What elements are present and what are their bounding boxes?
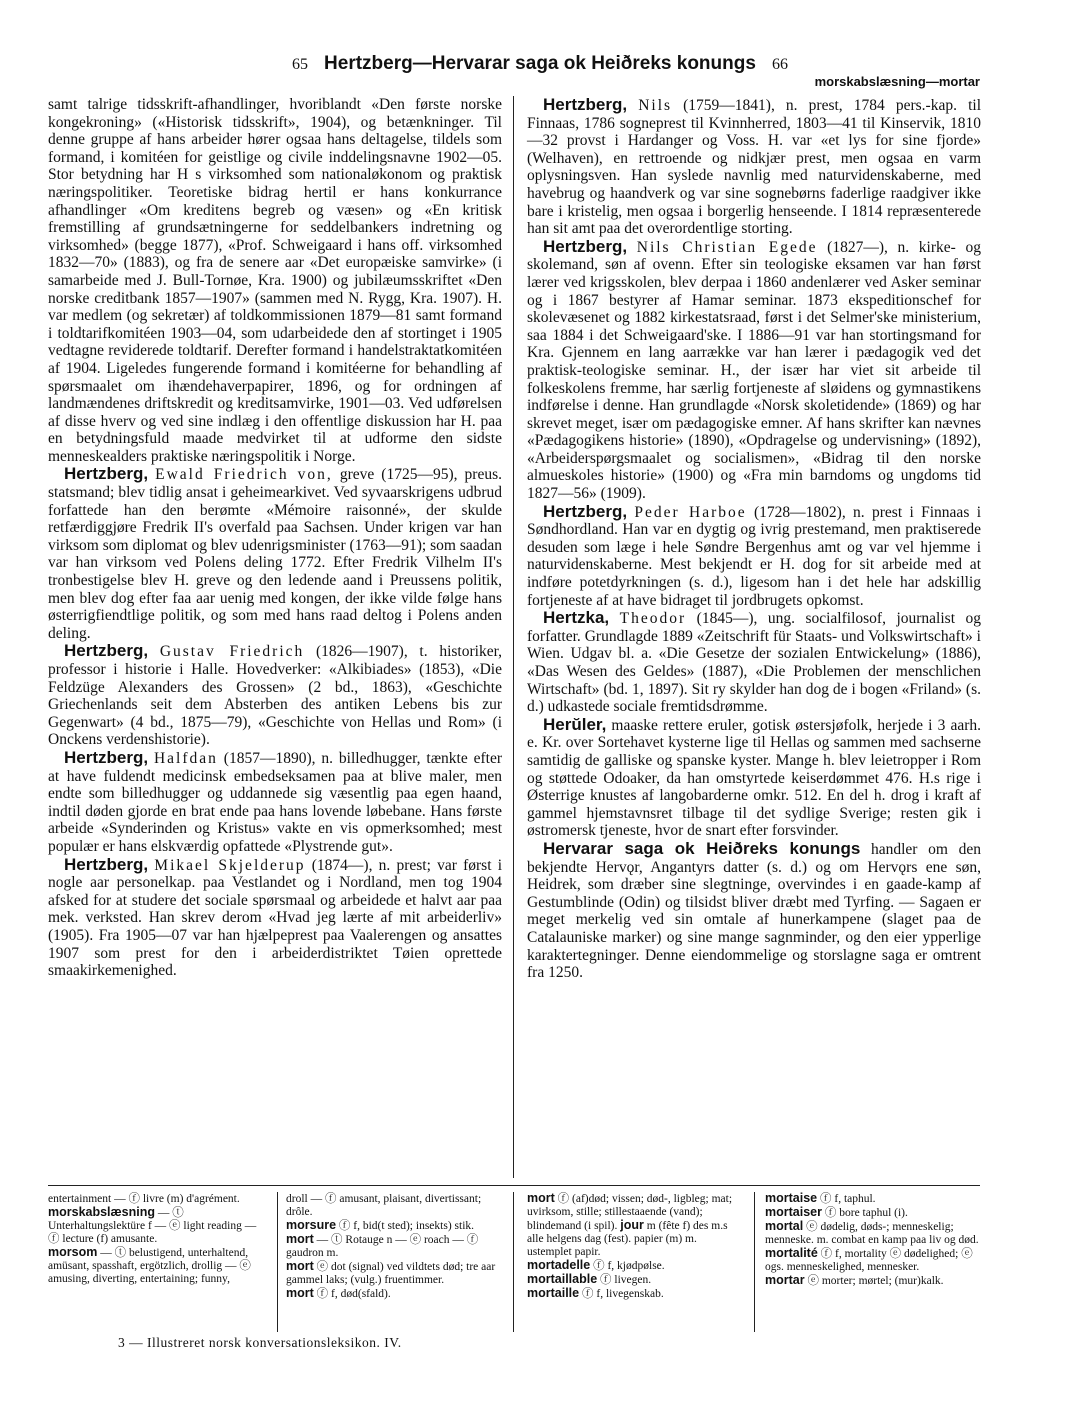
dictionary-guide-words: morskabslæsning—mortar <box>814 74 980 89</box>
dict-entry: morskabslæsning — ⓣ Unterhaltungslektüre f — ⓔ light reading — ⓕ lecture (f) amusante. <box>48 1205 257 1245</box>
entry: Hertzberg, Halfdan (1857—1890), n. billedhugger, tænkte efter at have fuldendt medicinsk embedseksamen paa at blive maler, men endte som billedhugger og uddannede sig væsentlig paa egen haand, indtil døden gjorde en brat ende paa hans lovende løbebane. Hans første arbeide «Synderinden og Kristus» vakte en vis opmerksomhed; mest populær er hans elskværdig opfattede «Plystrende gut». <box>48 747 503 855</box>
dict-entry: morsure ⓕ f, bid(t sted); insekts) stik. <box>286 1218 475 1232</box>
entry: Hertzberg, Nils Christian Egede (1827—), n. kirke- og skolemand, søn af ovenn. Efter sin teologiske eksamen var han først lærer ved krigsskolen, blev derpaa i 1860 andenlærer ved Asker seminar og i 1867 bestyrer af Hamar seminar. 1873 ekspeditionschef for skolevæsenet og 1882 kirkestatsraad, først i det Selmer'ske ministerium, saa 1884 i det Schweigaard'ske. I 1886—91 var han stortingsmand for Kra. Gjennem en lang aarrække var han lærer i pædagogik ved det praktisk-teologiske seminar. H., der især har viet sit arbeide til folkeskolens fremme, har særlig fortjeneste af sløidens og gymnastikens indførelse i denne. Han grundlagde «Norsk skoletidende» (1869) og har skrevet meget, især om pædagogiske emner. Af hans skrifter kan nævnes «Pædagogikens historie» (1890), «Opdragelse og undervisning» (1892), «Arbeiderspørgsmaalet og socialismen», «Bidrag til den norske almueskoles historie» (1900) og «Fra min barndoms og ungdoms tid 1827—56» (1909). <box>527 236 981 503</box>
dict-divider <box>754 1192 755 1332</box>
dict-entry: mortar ⓔ morter; mørtel; (mur)kalk. <box>765 1273 944 1287</box>
dict-entry: mort ⓕ f, død(sfald). <box>286 1286 391 1300</box>
column-divider <box>513 96 514 1178</box>
footnote-rule <box>48 1185 980 1186</box>
entry: Hertzberg, Peder Harboe (1728—1802), n. prest i Finnaas i Søndhordland. Han var en dygtig og ivrig prestemand, men praktiserede desuden som læge i hele Søndre Bergenhus amt og var vel hjemme i naturvidenskaberne. Mest bekjendt er H. dog for sit arbeide med at indføre potetdyrkningen (s. d.), ligesom han i det hele har adskillig fortjeneste af at have bidraget til jordbrugets opkomst. <box>527 501 981 609</box>
headword: Hertzberg, <box>543 95 628 114</box>
page-header <box>0 52 1080 75</box>
dictionary-column-1 <box>48 1192 268 1286</box>
entry: Hertzberg, Nils (1759—1841), n. prest, 1784 pers.-kap. til Finnaas, 1786 sogneprest til Kvinnherred, 1803—41 til Kinservik, 1810—32 provst i Hardanger og Voss. H. var «et lys for sine fjorde» (Welhaven), en rettroende og nidkjær prest, men ogsaa en varm oplysningsven. Han syslede navnlig med naturvidenskaberne, med havebrug og haandverk og var sine sognebørns faderlige raadgiver ikke bare i kristelig, men ogsaa i borgerlig henseende. I 1814 repræsenterede han sit amt paa det overordentlige storting. <box>527 95 981 238</box>
headword: Hertzberg, <box>64 854 149 874</box>
entry-continuation: samt talrige tidsskrift-afhandlinger, hvoriblandt «Den første norske kongekroning» («Historisk tidsskrift», 1904), og betænkninger. Til denne gruppe af hans arbeider hører ogsaa hans deltagelse, tildels som formand, i komitéen for geistlige og civile inddelingsnavne 1902—05. Stor betydning har H s virksomhed som nationaløkonom og praktisk næringspolitiker. Teoretiske bidrag hertil er hans konkurrance afhandlinger «Om kreditens begreb og væsen» og «En kritisk fremstilling af grundsætningerne for seddelbankers indretning og virksomhed» (begge 1877), «Prof. Schweigaard i hans off. virksomhed 1832—70» (1883), og fra de senere aar «Det europæiske samvirke» (i samarbeide med J. Bull-Tornøe, Kra. 1900) og jubilæumsskriftet «Den norske creditbank 1857—1907» (sammen med N. Rygg, Kra. 1907). H. var medlem (og sekretær) af toldkommissionen 1879—81 samt formand i toldtarifkomitéen 1903—04, som udarbeidede den af stortinget i 1905 vedtagne reviderede toldtarif. Derefter formand i handelstraktatkomitéen af 1904. Ligeledes fungerende formand i komitéerne for behandling af spørsmaalet om ihændehaverpapirer, 1896, og for ordningen af landmændenes driftskredit og kreditsamvirke, 1901—03. Ved udførelsen af disse hverv og ved sine indlæg i den offentlige diskussion har H. paa en betydningsfuld maade medvirket til at udforme den sidste menneskealders praktiske næringspolitik i Norge. <box>48 96 502 465</box>
headword: Hertzka, <box>543 608 610 628</box>
right-column <box>527 96 981 982</box>
dict-entry: mortalité ⓕ f, mortality ⓔ dødelighed; ⓔ ogs. menneskelighed, mennesker. <box>765 1246 973 1273</box>
headword: Hertzberg, <box>543 501 628 521</box>
dict-entry: mortaille ⓕ f, livegenskab. <box>527 1286 664 1300</box>
page-title: Hertzberg—Hervarar saga ok Heiðreks konungs <box>324 53 756 74</box>
dictionary-column-3 <box>527 1192 742 1301</box>
page-number-left: 65 <box>292 56 308 73</box>
dict-divider <box>513 1192 514 1332</box>
dictionary-column-4 <box>765 1192 980 1288</box>
dict-entry: droll — ⓕ amusant, plaisant, divertissant; drôle. <box>286 1193 482 1218</box>
entry: Hertzberg, Gustav Friedrich (1826—1907), t. historiker, professor i historie i Halle. Hovedverker: «Alkibiades» (1853), «Die Feldzüge Alexanders des Grossen» (2 bd., 1863), «Geschichte Griechenlands seit dem Absterben des antiken Lebens bis zur Gegenwart» (4 bd., 1875—79), «Geschichte von Hellas und Rom» (i Onckens verdenshistorie). <box>48 641 503 749</box>
dict-entry: morsom — ⓣ belustigend, unterhaltend, amüsant, spasshaft, ergötzlich, drollig — ⓔ amusing, diverting, entertaining; funny, <box>48 1245 251 1285</box>
dictionary-column-2 <box>286 1192 500 1301</box>
entry-name: Mikael Skjelderup <box>154 856 306 874</box>
entry-name: Ewald Friedrich von, <box>155 466 333 484</box>
headword: Hertzberg, <box>543 236 628 256</box>
dict-entry: mortaillable ⓕ livegen. <box>527 1272 652 1286</box>
entry-name: Peder Harboe <box>634 503 747 521</box>
page-footer: 3 — Illustreret norsk konversationsleksikon. IV. <box>118 1335 402 1350</box>
dict-entry: mort — ⓣ Rotauge n — ⓔ roach — ⓕ gaudron m. <box>286 1232 479 1259</box>
dict-entry: mort ⓕ (af)død; vissen; død-, ligbleg; mat; uvirksom, stille; stillestaaende (vand); blindemand (i spil). jour m (fête f) des m.s alle helgens dag (fest). papier (m) m. ustemplet papir. <box>527 1191 733 1258</box>
entry-name: Gustav Friedrich <box>159 643 305 661</box>
headword: Hertzberg, <box>64 747 149 767</box>
headword: Hervarar saga ok Heiðreks konungs <box>543 838 861 858</box>
dict-divider <box>277 1192 278 1332</box>
headword: Hertzberg, <box>64 641 149 661</box>
entry-name: Halfdan <box>153 749 218 767</box>
entry: Hertzka, Theodor (1845—), ung. socialfilosof, journalist og forfatter. Grundlagde 1889 «Zeitschrift für Staats- und Volkswirtschaft» i Wien. Udgav bl. a. «Die Gesetze der sozialen Entwickelung» (1886), «Das Wesen des Geldes» (1887), «Die Problemen der menschlichen Wirtschaft» (bd. 1, 1897). Sit ry skylder han dog de i bogen «Friland» (s. d.) udkastede sociale fremtidsdrømme. <box>527 608 981 716</box>
dict-entry: mortaise ⓕ f, taphul. <box>765 1191 876 1205</box>
entry-name: Theodor <box>619 610 687 628</box>
dict-entry: mortadelle ⓕ f, kjødpølse. <box>527 1258 665 1272</box>
dict-entry: mortaiser ⓕ bore taphul (i). <box>765 1205 908 1219</box>
entry-name: Nils Christian Egede <box>636 238 818 256</box>
dict-entry: entertainment — ⓕ livre (m) d'agrément. <box>48 1193 240 1205</box>
entry: Herŭler, maaske rettere eruler, gotisk østersjøfolk, herjede i 3 aarh. e. Kr. over Sortehavet kysterne lige til Hellas og sammen med sachserne samtidig de galliske og spanske kyster. Mange h. blev leietropper i Rom og støttede Odoaker, da han omstyrtede keiserdømmet 476. H.s rige i Østerrige knustes af langobarderne omkr. 512. En del h. drog i kraft af gammel hjemstavnsret tilbage til det sydlige Sverige; resten gik i østromersk tjeneste, hvor de snart efter forsvinder. <box>527 714 981 840</box>
headword: Herŭler, <box>543 714 607 734</box>
entry-name: Nils <box>638 97 673 114</box>
entry: Hertzberg, Ewald Friedrich von, greve (1725—95), preus. statsmand; blev tidlig ansat i geheimearkivet. Ved syvaarskrigens udbrud forfattede han den berømte «Mémoire raisonné», der skulde retfærdiggjøre Fredrik II's overfald paa Sachsen. Under krigen var han virksom som diplomat og blev udenrigsminister (1763—91); som saadan var han virksom ved Polens deling 1772. Efter Fredrik Vilhelm II's tronbestigelse blev H. greve og den ledende aand i Preussens politik, men blev dog efter faa aar uenig med kongen, der ikke vilde følge hans østerrigfiendtlige politik, og som med hans raad deltog i Polens anden deling. <box>48 464 502 642</box>
entry: Hervarar saga ok Heiðreks konungs handler om den bekjendte Hervǫr, Angantyrs datter (s. d.) og om Hervǫrs ene søn, Heidrek, som dræber sine slegtninge, overvindes i en gaade-kamp af Gestumblinde (Odin) og tilsidst bliver dræbt med Tyrfing. — Sagaen er meget merkelig ved sin omtale af hunerkampene (slaget paa de Catalauniske marker) og sine mange sagnminder, og den eier ypperlige karaktertegninger. Denne eiendommelige og storslagne saga er omtrent fra 1250. <box>527 838 981 982</box>
dict-entry: mortal ⓔ dødelig, døds-; menneskelig; menneske. m. combat en kamp paa liv og død. <box>765 1219 979 1246</box>
headword: Hertzberg, <box>64 464 149 484</box>
page-number-right: 66 <box>771 56 788 73</box>
left-column <box>48 96 502 980</box>
entry: Hertzberg, Mikael Skjelderup (1874—), n. prest; var først i nogle aar personelkap. paa Vestlandet og i Nordland, men tog 1904 afsked for at studere det sociale spørsmaal og arbeidede et halvt aar paa mek. verksted. Han skrev derom «Hvad jeg lærte af mit arbeiderliv» (1905). Fra 1905—07 var han hjælpeprest paa Vaalerengen og ansattes 1907 som prest for den i arbeiderdistriktet Tøien oprettede smaakirkemenighed. <box>48 854 502 980</box>
dict-entry: mort ⓔ dot (signal) ved vildtets død; tre aar gammel laks; (vulg.) fruentimmer. <box>286 1259 496 1286</box>
